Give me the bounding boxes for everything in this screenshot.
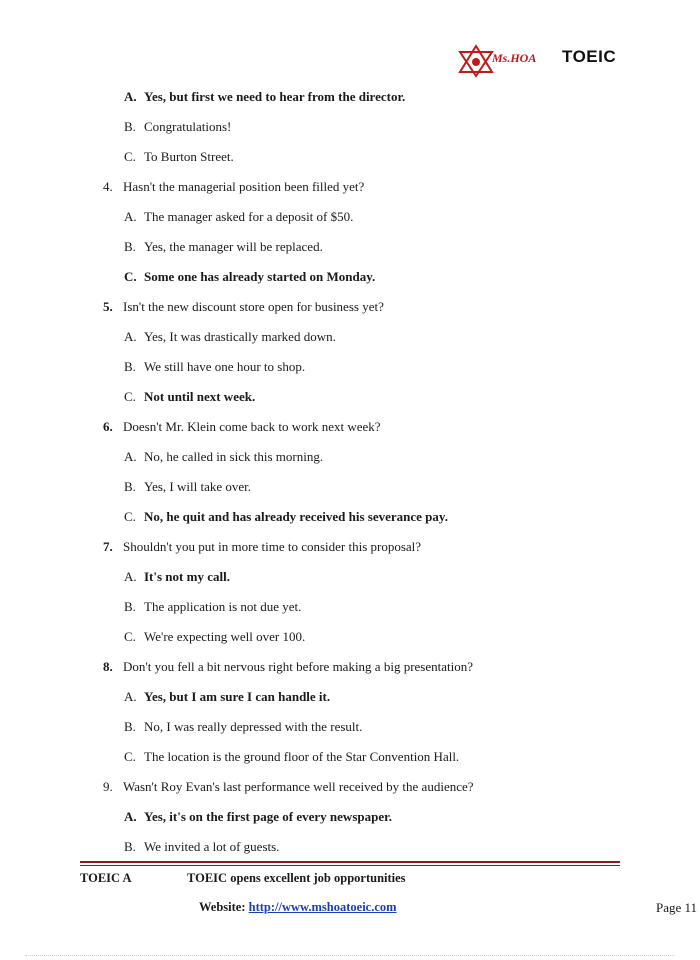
answer-option: C. To Burton Street. (124, 149, 234, 164)
footer-divider-thin (80, 865, 620, 866)
answer-option: B. No, I was really depressed with the result. (124, 719, 363, 734)
answer-option: A. Yes, it's on the first page of every newspaper. (124, 809, 392, 824)
question-line: 7. Shouldn't you put in more time to consider this proposal? (103, 539, 422, 554)
page-number: Page 11 (656, 900, 698, 915)
answer-option: A. Yes, but I am sure I can handle it. (124, 689, 331, 704)
answer-option: A. Yes, but first we need to hear from the director. (124, 89, 406, 104)
question-line: 9. Wasn't Roy Evan's last performance well received by the audience? (103, 779, 474, 794)
brand-logo (456, 44, 626, 78)
footer-slogan: TOEIC opens excellent job opportunities (187, 871, 406, 885)
answer-option: B. Yes, the manager will be replaced. (124, 239, 323, 254)
star-logo-icon (456, 44, 496, 78)
answer-option: C. Not until next week. (124, 389, 256, 404)
answer-option: B. Yes, I will take over. (124, 479, 252, 494)
website-label: Website: (199, 900, 246, 914)
footer-left-label: TOEIC A (80, 871, 132, 885)
answer-option: A. The manager asked for a deposit of $50. (124, 209, 354, 224)
answer-option: B. Congratulations! (124, 119, 232, 134)
answer-option: C. Some one has already started on Monday. (124, 269, 376, 284)
answer-option: A. No, he called in sick this morning. (124, 449, 324, 464)
page-edge-divider (25, 955, 675, 956)
question-line: 4. Hasn't the managerial position been filled yet? (103, 179, 365, 194)
answer-option: C. No, he quit and has already received his severance pay. (124, 509, 448, 524)
answer-option: B. We still have one hour to shop. (124, 359, 306, 374)
answer-option: C. We're expecting well over 100. (124, 629, 306, 644)
question-line: 8. Don't you fell a bit nervous right before making a big presentation? (103, 659, 473, 674)
question-line: 5. Isn't the new discount store open for business yet? (103, 299, 384, 314)
answer-option: B. The application is not due yet. (124, 599, 302, 614)
answer-option: C. The location is the ground floor of the Star Convention Hall. (124, 749, 460, 764)
answer-option: A. It's not my call. (124, 569, 230, 584)
answer-option: B. We invited a lot of guests. (124, 839, 280, 854)
answer-option: A. Yes, It was drastically marked down. (124, 329, 336, 344)
website-link[interactable]: http://www.mshoatoeic.com (248, 900, 397, 914)
logo-toeic-text: TOEIC (562, 47, 617, 66)
footer-divider (80, 861, 620, 863)
footer-website (199, 900, 397, 915)
question-line: 6. Doesn't Mr. Klein come back to work next week? (103, 419, 381, 434)
logo-ms-text: Ms.HOA (492, 51, 537, 65)
